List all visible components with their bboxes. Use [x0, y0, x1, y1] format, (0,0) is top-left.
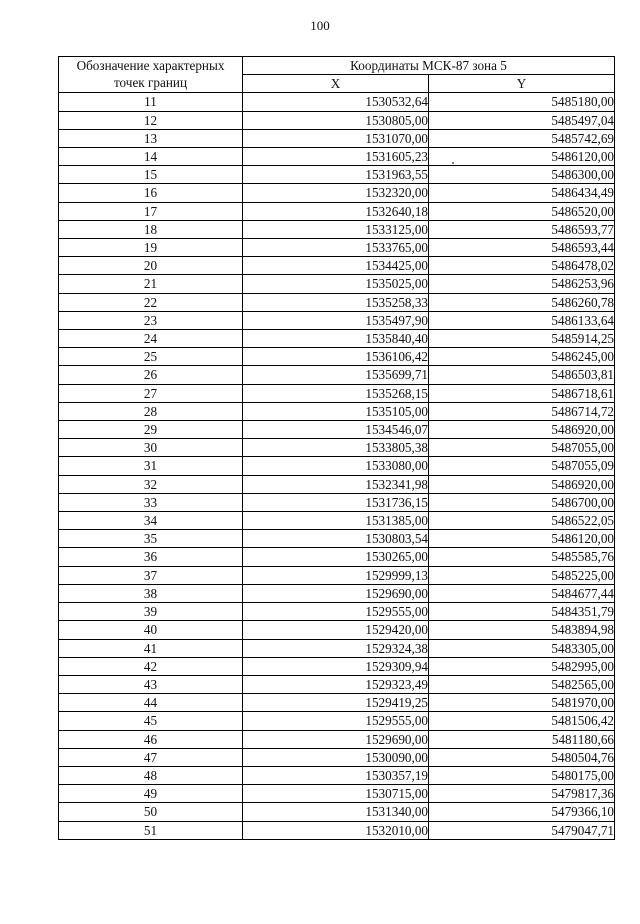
table-row — [59, 348, 615, 366]
table-row — [59, 402, 615, 420]
y-coordinate-cell: 5486133,64 — [429, 311, 615, 329]
point-number-cell: 50 — [59, 803, 243, 821]
y-coordinate-cell: 5486593,77 — [429, 220, 615, 238]
x-coordinate-cell: 1530265,00 — [243, 548, 429, 566]
y-coordinate-cell: 5486593,44 — [429, 239, 615, 257]
point-number-cell: 20 — [59, 257, 243, 275]
x-coordinate-cell: 1533805,38 — [243, 439, 429, 457]
point-number-cell: 12 — [59, 111, 243, 129]
point-number-cell: 36 — [59, 548, 243, 566]
x-coordinate-cell: 1535258,33 — [243, 293, 429, 311]
y-coordinate-cell: 5486718,61 — [429, 384, 615, 402]
x-coordinate-cell: 1529419,25 — [243, 694, 429, 712]
scan-speck — [452, 162, 454, 164]
coordinates-table — [58, 56, 615, 840]
table-row — [59, 293, 615, 311]
point-number-cell: 26 — [59, 366, 243, 384]
y-coordinate-cell: 5483305,00 — [429, 639, 615, 657]
point-number-cell: 46 — [59, 730, 243, 748]
point-number-cell: 45 — [59, 712, 243, 730]
x-coordinate-cell: 1533765,00 — [243, 239, 429, 257]
x-coordinate-cell: 1531605,23 — [243, 148, 429, 166]
point-number-cell: 47 — [59, 748, 243, 766]
page-number: 100 — [310, 18, 330, 33]
y-coordinate-cell: 5483894,98 — [429, 621, 615, 639]
header-y: Y — [429, 75, 615, 93]
header-label-line1: Обозначение характерных — [76, 58, 225, 73]
table-row — [59, 184, 615, 202]
point-number-cell: 15 — [59, 166, 243, 184]
table-row — [59, 148, 615, 166]
table-row — [59, 566, 615, 584]
table-row — [59, 748, 615, 766]
point-number-cell: 38 — [59, 584, 243, 602]
table-body — [59, 93, 615, 839]
y-coordinate-cell: 5486700,00 — [429, 493, 615, 511]
table-row — [59, 639, 615, 657]
y-coordinate-cell: 5485225,00 — [429, 566, 615, 584]
table-row — [59, 493, 615, 511]
point-number-cell: 21 — [59, 275, 243, 293]
y-coordinate-cell: 5485914,25 — [429, 330, 615, 348]
table-row — [59, 821, 615, 839]
y-coordinate-cell: 5486522,05 — [429, 512, 615, 530]
x-coordinate-cell: 1529324,38 — [243, 639, 429, 657]
table-row — [59, 439, 615, 457]
x-coordinate-cell: 1531963,55 — [243, 166, 429, 184]
table-row — [59, 475, 615, 493]
y-coordinate-cell: 5481506,42 — [429, 712, 615, 730]
header-label-line2: точек границ — [113, 75, 188, 91]
y-coordinate-cell: 5485180,00 — [429, 93, 615, 111]
x-coordinate-cell: 1535840,40 — [243, 330, 429, 348]
x-coordinate-cell: 1530532,64 — [243, 93, 429, 111]
y-coordinate-cell: 5486714,72 — [429, 402, 615, 420]
table-row — [59, 694, 615, 712]
point-number-cell: 49 — [59, 785, 243, 803]
x-coordinate-cell: 1535268,15 — [243, 384, 429, 402]
point-number-cell: 24 — [59, 330, 243, 348]
table-row — [59, 239, 615, 257]
y-coordinate-cell: 5485742,69 — [429, 129, 615, 147]
table-row — [59, 457, 615, 475]
y-coordinate-cell: 5482995,00 — [429, 657, 615, 675]
table-row — [59, 675, 615, 693]
point-number-cell: 29 — [59, 421, 243, 439]
y-coordinate-cell: 5486920,00 — [429, 475, 615, 493]
table-row — [59, 712, 615, 730]
point-number-cell: 18 — [59, 220, 243, 238]
point-number-cell: 31 — [59, 457, 243, 475]
x-coordinate-cell: 1530090,00 — [243, 748, 429, 766]
y-coordinate-cell: 5481180,66 — [429, 730, 615, 748]
x-coordinate-cell: 1529420,00 — [243, 621, 429, 639]
x-coordinate-cell: 1535699,71 — [243, 366, 429, 384]
point-number-cell: 40 — [59, 621, 243, 639]
point-number-cell: 51 — [59, 821, 243, 839]
y-coordinate-cell: 5486120,00 — [429, 148, 615, 166]
x-coordinate-cell: 1534425,00 — [243, 257, 429, 275]
table-row — [59, 512, 615, 530]
x-coordinate-cell: 1530715,00 — [243, 785, 429, 803]
x-coordinate-cell: 1535025,00 — [243, 275, 429, 293]
header-coordinates: Координаты МСК-87 зона 5 — [243, 57, 615, 75]
x-coordinate-cell: 1530803,54 — [243, 530, 429, 548]
x-coordinate-cell: 1529555,00 — [243, 712, 429, 730]
y-coordinate-cell: 5479817,36 — [429, 785, 615, 803]
table-row — [59, 330, 615, 348]
x-coordinate-cell: 1529309,94 — [243, 657, 429, 675]
table-row — [59, 202, 615, 220]
table-row — [59, 730, 615, 748]
table-row — [59, 421, 615, 439]
table-row — [59, 166, 615, 184]
y-coordinate-cell: 5481970,00 — [429, 694, 615, 712]
point-number-cell: 17 — [59, 202, 243, 220]
x-coordinate-cell: 1530357,19 — [243, 766, 429, 784]
point-number-cell: 30 — [59, 439, 243, 457]
table-row — [59, 785, 615, 803]
y-coordinate-cell: 5484677,44 — [429, 584, 615, 602]
x-coordinate-cell: 1532010,00 — [243, 821, 429, 839]
x-coordinate-cell: 1533080,00 — [243, 457, 429, 475]
y-coordinate-cell: 5486434,49 — [429, 184, 615, 202]
table-row — [59, 311, 615, 329]
x-coordinate-cell: 1533125,00 — [243, 220, 429, 238]
point-number-cell: 11 — [59, 93, 243, 111]
point-number-cell: 32 — [59, 475, 243, 493]
x-coordinate-cell: 1529555,00 — [243, 603, 429, 621]
table-row — [59, 384, 615, 402]
point-number-cell: 22 — [59, 293, 243, 311]
y-coordinate-cell: 5486253,96 — [429, 275, 615, 293]
point-number-cell: 44 — [59, 694, 243, 712]
y-coordinate-cell: 5486920,00 — [429, 421, 615, 439]
point-number-cell: 42 — [59, 657, 243, 675]
point-number-cell: 41 — [59, 639, 243, 657]
x-coordinate-cell: 1532640,18 — [243, 202, 429, 220]
y-coordinate-cell: 5484351,79 — [429, 603, 615, 621]
x-coordinate-cell: 1531736,15 — [243, 493, 429, 511]
y-coordinate-cell: 5487055,09 — [429, 457, 615, 475]
x-coordinate-cell: 1534546,07 — [243, 421, 429, 439]
point-number-cell: 34 — [59, 512, 243, 530]
point-number-cell: 43 — [59, 675, 243, 693]
table-row — [59, 621, 615, 639]
x-coordinate-cell: 1529690,00 — [243, 584, 429, 602]
y-coordinate-cell: 5480504,76 — [429, 748, 615, 766]
point-number-cell: 48 — [59, 766, 243, 784]
point-number-cell: 27 — [59, 384, 243, 402]
x-coordinate-cell: 1531340,00 — [243, 803, 429, 821]
y-coordinate-cell: 5485497,04 — [429, 111, 615, 129]
table-row — [59, 366, 615, 384]
y-coordinate-cell: 5485585,76 — [429, 548, 615, 566]
x-coordinate-cell: 1529999,13 — [243, 566, 429, 584]
y-coordinate-cell: 5479047,71 — [429, 821, 615, 839]
y-coordinate-cell: 5486120,00 — [429, 530, 615, 548]
point-number-cell: 37 — [59, 566, 243, 584]
x-coordinate-cell: 1530805,00 — [243, 111, 429, 129]
table-row — [59, 603, 615, 621]
x-coordinate-cell: 1529323,49 — [243, 675, 429, 693]
point-number-cell: 33 — [59, 493, 243, 511]
x-coordinate-cell: 1532320,00 — [243, 184, 429, 202]
y-coordinate-cell: 5486478,02 — [429, 257, 615, 275]
point-number-cell: 28 — [59, 402, 243, 420]
point-number-cell: 19 — [59, 239, 243, 257]
table-row — [59, 548, 615, 566]
header-point-label — [59, 57, 243, 93]
table-row — [59, 220, 615, 238]
table-row — [59, 803, 615, 821]
x-coordinate-cell: 1535105,00 — [243, 402, 429, 420]
y-coordinate-cell: 5486260,78 — [429, 293, 615, 311]
y-coordinate-cell: 5480175,00 — [429, 766, 615, 784]
table-row — [59, 584, 615, 602]
table-row — [59, 657, 615, 675]
table-row — [59, 530, 615, 548]
point-number-cell: 39 — [59, 603, 243, 621]
point-number-cell: 35 — [59, 530, 243, 548]
y-coordinate-cell: 5486245,00 — [429, 348, 615, 366]
y-coordinate-cell: 5486503,81 — [429, 366, 615, 384]
table-row — [59, 93, 615, 111]
y-coordinate-cell: 5486520,00 — [429, 202, 615, 220]
point-number-cell: 23 — [59, 311, 243, 329]
table-row — [59, 275, 615, 293]
x-coordinate-cell: 1532341,98 — [243, 475, 429, 493]
x-coordinate-cell: 1529690,00 — [243, 730, 429, 748]
table-row — [59, 766, 615, 784]
x-coordinate-cell: 1536106,42 — [243, 348, 429, 366]
y-coordinate-cell: 5487055,00 — [429, 439, 615, 457]
header-x: X — [243, 75, 429, 93]
point-number-cell: 25 — [59, 348, 243, 366]
table-row — [59, 129, 615, 147]
point-number-cell: 14 — [59, 148, 243, 166]
x-coordinate-cell: 1531385,00 — [243, 512, 429, 530]
x-coordinate-cell: 1535497,90 — [243, 311, 429, 329]
table-header — [59, 57, 615, 93]
y-coordinate-cell: 5479366,10 — [429, 803, 615, 821]
x-coordinate-cell: 1531070,00 — [243, 129, 429, 147]
table-row — [59, 111, 615, 129]
point-number-cell: 13 — [59, 129, 243, 147]
table-row — [59, 257, 615, 275]
y-coordinate-cell: 5482565,00 — [429, 675, 615, 693]
y-coordinate-cell: 5486300,00 — [429, 166, 615, 184]
point-number-cell: 16 — [59, 184, 243, 202]
